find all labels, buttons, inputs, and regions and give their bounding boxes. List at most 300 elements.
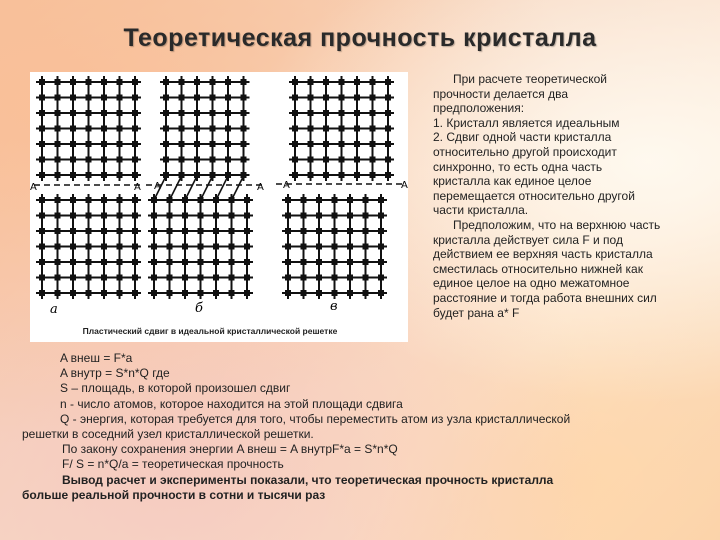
lattice-atom: [70, 157, 76, 163]
lattice-atom: [198, 290, 204, 296]
lattice-atom: [151, 213, 157, 219]
lattice-atom: [332, 259, 338, 265]
lattice-atom: [55, 126, 61, 132]
lattice-atom: [308, 172, 314, 178]
label-A-6: А: [401, 180, 408, 191]
lattice-atom: [163, 110, 169, 116]
lattice-atom: [70, 197, 76, 203]
lattice-atom: [101, 79, 107, 85]
theoretical-strength: F/ S = n*Q/a = теоретическая прочность: [62, 457, 284, 472]
lattice-line: [216, 176, 228, 200]
lattice-atom: [213, 213, 219, 219]
lattice-atom: [370, 79, 376, 85]
lattice-atom: [244, 290, 250, 296]
label-v: в: [330, 299, 338, 314]
lattice-atom: [117, 126, 123, 132]
lattice-atom: [301, 228, 307, 234]
lattice-atom: [339, 157, 345, 163]
conclusion: Вывод расчет и эксперименты показали, что теоретическая прочность кристалла: [62, 472, 554, 487]
lattice-atom: [101, 126, 107, 132]
lattice-atom: [182, 290, 188, 296]
lattice-atom: [101, 172, 107, 178]
lattice-atom: [308, 141, 314, 147]
lattice-atom: [363, 244, 369, 250]
lattice-atom: [167, 290, 173, 296]
lattice-atom: [354, 141, 360, 147]
lattice-atom: [70, 213, 76, 219]
lattice-atom: [86, 141, 92, 147]
lattice-atom: [55, 290, 61, 296]
conclusion-cont: больше реальной прочности в сотни и тысячи раз: [22, 487, 326, 502]
lattice-atom: [86, 172, 92, 178]
lattice-atom: [86, 110, 92, 116]
lattice-atom: [151, 228, 157, 234]
lattice-atom: [70, 259, 76, 265]
lattice-atom: [301, 197, 307, 203]
lattice-atom: [182, 244, 188, 250]
lattice-atom: [101, 213, 107, 219]
lattice-atom: [385, 172, 391, 178]
lattice-atom: [101, 244, 107, 250]
lattice-atom: [179, 95, 185, 101]
lattice-atom: [132, 172, 138, 178]
lattice-atom: [132, 126, 138, 132]
right-line: кристалла как единое целое: [433, 174, 592, 189]
lattice-atom: [55, 172, 61, 178]
lattice-atom: [132, 290, 138, 296]
lattice-atom: [241, 79, 247, 85]
right-line: предположения:: [433, 101, 525, 116]
lattice-atom: [213, 290, 219, 296]
lattice-atom: [378, 228, 384, 234]
lattice-atom: [363, 213, 369, 219]
lattice-atom: [86, 259, 92, 265]
lattice-atom: [117, 244, 123, 250]
lattice-atom: [285, 228, 291, 234]
lattice-atom: [225, 79, 231, 85]
lattice-atom: [354, 172, 360, 178]
lattice-atom: [70, 172, 76, 178]
bottom-text-block: [22, 351, 712, 503]
lattice-atom: [70, 141, 76, 147]
lattice-atom: [308, 79, 314, 85]
lattice-atom: [117, 141, 123, 147]
lattice-atom: [151, 290, 157, 296]
lattice-atom: [117, 95, 123, 101]
lattice-atom: [354, 110, 360, 116]
lattice-atom: [132, 213, 138, 219]
lattice-atom: [378, 213, 384, 219]
lattice-atom: [132, 275, 138, 281]
lattice-atom: [241, 157, 247, 163]
lattice-atom: [323, 110, 329, 116]
lattice-atom: [347, 275, 353, 281]
lattice-atom: [285, 244, 291, 250]
lattice-atom: [292, 172, 298, 178]
lattice-atom: [194, 141, 200, 147]
lattice-atom: [308, 95, 314, 101]
lattice-atom: [70, 79, 76, 85]
lattice-atom: [132, 228, 138, 234]
lattice-atom: [363, 197, 369, 203]
lattice-atom: [323, 172, 329, 178]
lattice-atom: [332, 213, 338, 219]
lattice-atom: [225, 110, 231, 116]
slide-title: Теоретическая прочность кристалла: [123, 24, 597, 52]
lattice-atom: [316, 259, 322, 265]
right-line: прочности делается два: [433, 86, 569, 101]
lattice-atom: [308, 126, 314, 132]
lattice-atom: [39, 259, 45, 265]
lattice-atom: [347, 244, 353, 250]
lattice-atom: [301, 290, 307, 296]
lattice-atom: [354, 95, 360, 101]
lattice-atom: [292, 79, 298, 85]
lattice-atom: [213, 275, 219, 281]
lattice-atom: [39, 197, 45, 203]
lattice-atom: [167, 244, 173, 250]
lattice-atom: [339, 110, 345, 116]
lattice-atom: [167, 259, 173, 265]
right-line: перемещается относительно другой: [433, 188, 635, 203]
lattice-atom: [285, 275, 291, 281]
lattice-atom: [167, 275, 173, 281]
label-A-2: А: [134, 182, 141, 193]
lattice-atom: [347, 259, 353, 265]
lattice-atom: [292, 95, 298, 101]
lattice-atom: [244, 275, 250, 281]
lattice-atom: [117, 157, 123, 163]
lattice-atom: [378, 259, 384, 265]
right-line: действием ее верхняя часть кристалла: [433, 247, 653, 262]
lattice-atom: [370, 95, 376, 101]
lattice-atom: [241, 95, 247, 101]
lattice-atom: [182, 213, 188, 219]
right-line: расстояние и тогда работа внешних сил: [433, 290, 657, 305]
lattice-atom: [198, 244, 204, 250]
lattice-atom: [163, 95, 169, 101]
lattice-atom: [363, 275, 369, 281]
lattice-atom: [347, 197, 353, 203]
lattice-atom: [132, 110, 138, 116]
label-A-4: А: [257, 182, 264, 193]
lattice-atom: [55, 110, 61, 116]
lattice-atom: [86, 213, 92, 219]
lattice-atom: [179, 157, 185, 163]
lattice-atom: [117, 197, 123, 203]
lattice-atom: [182, 275, 188, 281]
lattice-atom: [229, 244, 235, 250]
lattice-atom: [132, 197, 138, 203]
energy-conservation: По закону сохранения энергии A внеш = A внутрF*a = S*n*Q: [62, 442, 398, 457]
lattice-atom: [347, 228, 353, 234]
lattice-atom: [229, 275, 235, 281]
lattice-atom: [101, 259, 107, 265]
lattice-atom: [163, 79, 169, 85]
lattice-atom: [285, 290, 291, 296]
formula-a-external: A внеш = F*a: [60, 351, 133, 365]
lattice-atom: [117, 110, 123, 116]
right-line: сместилась относительно нижней как: [433, 261, 643, 276]
lattice-atom: [332, 197, 338, 203]
lattice-atom: [385, 157, 391, 163]
right-line: 2. Сдвиг одной части кристалла: [433, 130, 612, 145]
lattice-atom: [370, 172, 376, 178]
definition-s: S – площадь, в которой произошел сдвиг: [60, 381, 291, 396]
lattice-atom: [292, 110, 298, 116]
lattice-atom: [225, 157, 231, 163]
lattice-atom: [198, 275, 204, 281]
lattice-atom: [70, 290, 76, 296]
lattice-atom: [225, 126, 231, 132]
lattice-atom: [210, 157, 216, 163]
lattice-atom: [86, 95, 92, 101]
lattice-atom: [194, 110, 200, 116]
lattice-atom: [167, 213, 173, 219]
lattice-atom: [86, 290, 92, 296]
right-line: относительно другой происходит: [433, 144, 617, 159]
figure-caption: Пластический сдвиг в идеальной кристаллической решетке: [82, 326, 338, 336]
lattice-atom: [332, 228, 338, 234]
lattice-atom: [132, 79, 138, 85]
lattice-atom: [132, 157, 138, 163]
lattice-atom: [213, 244, 219, 250]
lattice-atom: [179, 141, 185, 147]
lattice-atom: [55, 213, 61, 219]
lattice-atom: [385, 79, 391, 85]
lattice-atom: [213, 228, 219, 234]
lattice-atom: [132, 95, 138, 101]
lattice-atom: [385, 95, 391, 101]
lattice-atom: [198, 213, 204, 219]
lattice-atom: [194, 95, 200, 101]
lattice-atom: [363, 259, 369, 265]
lattice-atom: [70, 228, 76, 234]
lattice-atom: [55, 95, 61, 101]
lattice-atom: [86, 228, 92, 234]
lattice-atom: [179, 126, 185, 132]
lattice-atom: [241, 141, 247, 147]
lattice-atom: [323, 95, 329, 101]
lattice-atom: [39, 157, 45, 163]
lattice-atom: [194, 126, 200, 132]
lattice-atom: [55, 157, 61, 163]
lattice-atom: [117, 79, 123, 85]
lattice-atom: [101, 228, 107, 234]
lattice-atom: [117, 290, 123, 296]
lattice-diagram: [30, 72, 408, 342]
lattice-atom: [198, 228, 204, 234]
lattice-atom: [194, 79, 200, 85]
lattice-atom: [244, 197, 250, 203]
lattice-atom: [55, 244, 61, 250]
lattice-atom: [210, 79, 216, 85]
lattice-atom: [55, 197, 61, 203]
lattice-atom: [292, 141, 298, 147]
right-line: синхронно, то есть одна часть: [433, 159, 603, 174]
lattice-atom: [316, 228, 322, 234]
label-A-5: А: [283, 180, 290, 191]
lattice-atom: [339, 95, 345, 101]
lattice-atom: [151, 275, 157, 281]
lattice-atom: [86, 197, 92, 203]
lattice-atom: [179, 110, 185, 116]
lattice-atom: [39, 228, 45, 234]
lattice-atom: [229, 259, 235, 265]
lattice-atom: [347, 290, 353, 296]
lattice-atom: [316, 290, 322, 296]
lattice-atom: [182, 228, 188, 234]
lattice-atom: [316, 275, 322, 281]
lattice-atom: [285, 197, 291, 203]
lattice-atom: [323, 126, 329, 132]
lattice-atom: [117, 275, 123, 281]
lattice-atom: [225, 95, 231, 101]
lattice-atom: [347, 213, 353, 219]
lattice-atom: [86, 157, 92, 163]
lattice-atom: [244, 213, 250, 219]
definition-n: n - число атомов, которое находится на этой площади сдвига: [60, 396, 403, 411]
lattice-atom: [39, 110, 45, 116]
lattice-atom: [378, 290, 384, 296]
right-line: части кристалла.: [433, 203, 529, 218]
lattice-atom: [241, 110, 247, 116]
label-a: а: [50, 302, 58, 317]
lattice-atom: [301, 244, 307, 250]
right-line: Предположим, что на верхнюю часть: [453, 217, 661, 232]
lattice-atom: [39, 213, 45, 219]
lattice-atom: [132, 244, 138, 250]
lattice-atom: [70, 110, 76, 116]
lattice-atom: [39, 172, 45, 178]
lattice-atom: [244, 228, 250, 234]
lattice-atom: [194, 157, 200, 163]
lattice-atom: [39, 126, 45, 132]
lattice-atom: [370, 126, 376, 132]
lattice-atom: [70, 126, 76, 132]
lattice-atom: [370, 157, 376, 163]
lattice-atom: [163, 157, 169, 163]
lattice-atom: [354, 126, 360, 132]
lattice-atom: [241, 126, 247, 132]
lattice-line: [201, 176, 213, 200]
lattice-atom: [39, 141, 45, 147]
lattice-atom: [55, 228, 61, 234]
label-A-1: А: [30, 182, 37, 193]
lattice-atom: [101, 141, 107, 147]
lattice-atom: [229, 290, 235, 296]
lattice-atom: [70, 95, 76, 101]
lattice-atom: [55, 259, 61, 265]
lattice-atom: [316, 197, 322, 203]
lattice-atom: [151, 259, 157, 265]
lattice-atom: [70, 275, 76, 281]
right-line: При расчете теоретической: [453, 72, 607, 86]
definition-q: Q - энергия, которая требуется для того, чтобы переместить атом из узла кристаллической: [60, 411, 571, 426]
lattice-atom: [39, 244, 45, 250]
lattice-atom: [39, 275, 45, 281]
lattice-atom: [354, 79, 360, 85]
lattice-atom: [292, 157, 298, 163]
lattice-atom: [132, 259, 138, 265]
lattice-figure: [30, 72, 408, 342]
lattice-atom: [163, 141, 169, 147]
lattice-atom: [39, 290, 45, 296]
lattice-atom: [55, 141, 61, 147]
definition-q-cont: решетки в соседний узел кристаллической решетки.: [22, 427, 314, 442]
lattice-atom: [210, 110, 216, 116]
lattice-atom: [39, 79, 45, 85]
lattice-atom: [332, 290, 338, 296]
lattice-atom: [39, 95, 45, 101]
lattice-atom: [323, 157, 329, 163]
right-text-block: [433, 72, 713, 320]
lattice-atom: [370, 110, 376, 116]
lattice-atom: [308, 110, 314, 116]
lattice-atom: [301, 213, 307, 219]
lattice-atom: [316, 213, 322, 219]
right-line: будет рана а* F: [433, 305, 520, 320]
lattice-atom: [385, 141, 391, 147]
lattice-atom: [182, 259, 188, 265]
lattice-atom: [101, 290, 107, 296]
lattice-atom: [378, 197, 384, 203]
lattice-atom: [378, 244, 384, 250]
lattice-atom: [332, 275, 338, 281]
lattice-atom: [101, 157, 107, 163]
lattice-atom: [363, 290, 369, 296]
lattice-atom: [167, 228, 173, 234]
lattice-atom: [323, 141, 329, 147]
lattice-atom: [301, 275, 307, 281]
lattice-atom: [332, 244, 338, 250]
lattice-atom: [339, 126, 345, 132]
lattice-atom: [244, 259, 250, 265]
lattice-atom: [378, 275, 384, 281]
lattice-atom: [229, 228, 235, 234]
lattice-atom: [354, 157, 360, 163]
lattice-atom: [117, 172, 123, 178]
lattice-atom: [86, 126, 92, 132]
lattice-atom: [323, 79, 329, 85]
formula-a-internal: A внутр = S*n*Q где: [60, 366, 170, 381]
lattice-atom: [363, 228, 369, 234]
lattice-atom: [385, 126, 391, 132]
lattice-atom: [244, 244, 250, 250]
lattice-atom: [292, 126, 298, 132]
lattice-atom: [285, 213, 291, 219]
lattice-atom: [86, 244, 92, 250]
lattice-atom: [132, 141, 138, 147]
lattice-line: [185, 176, 197, 200]
lattice-atom: [101, 95, 107, 101]
lattice-atom: [101, 110, 107, 116]
right-line: кристалла действует сила F и под: [433, 232, 623, 247]
lattice-atom: [316, 244, 322, 250]
lattice-line: [232, 176, 244, 200]
lattice-atom: [86, 275, 92, 281]
lattice-atom: [101, 275, 107, 281]
lattice-atom: [70, 244, 76, 250]
lattice-atom: [198, 259, 204, 265]
lattice-atom: [86, 79, 92, 85]
lattice-atom: [285, 259, 291, 265]
right-line: 1. Кристалл является идеальным: [433, 115, 620, 130]
lattice-atom: [151, 244, 157, 250]
lattice-atom: [210, 95, 216, 101]
label-b: б: [195, 301, 203, 316]
lattice-atom: [117, 259, 123, 265]
